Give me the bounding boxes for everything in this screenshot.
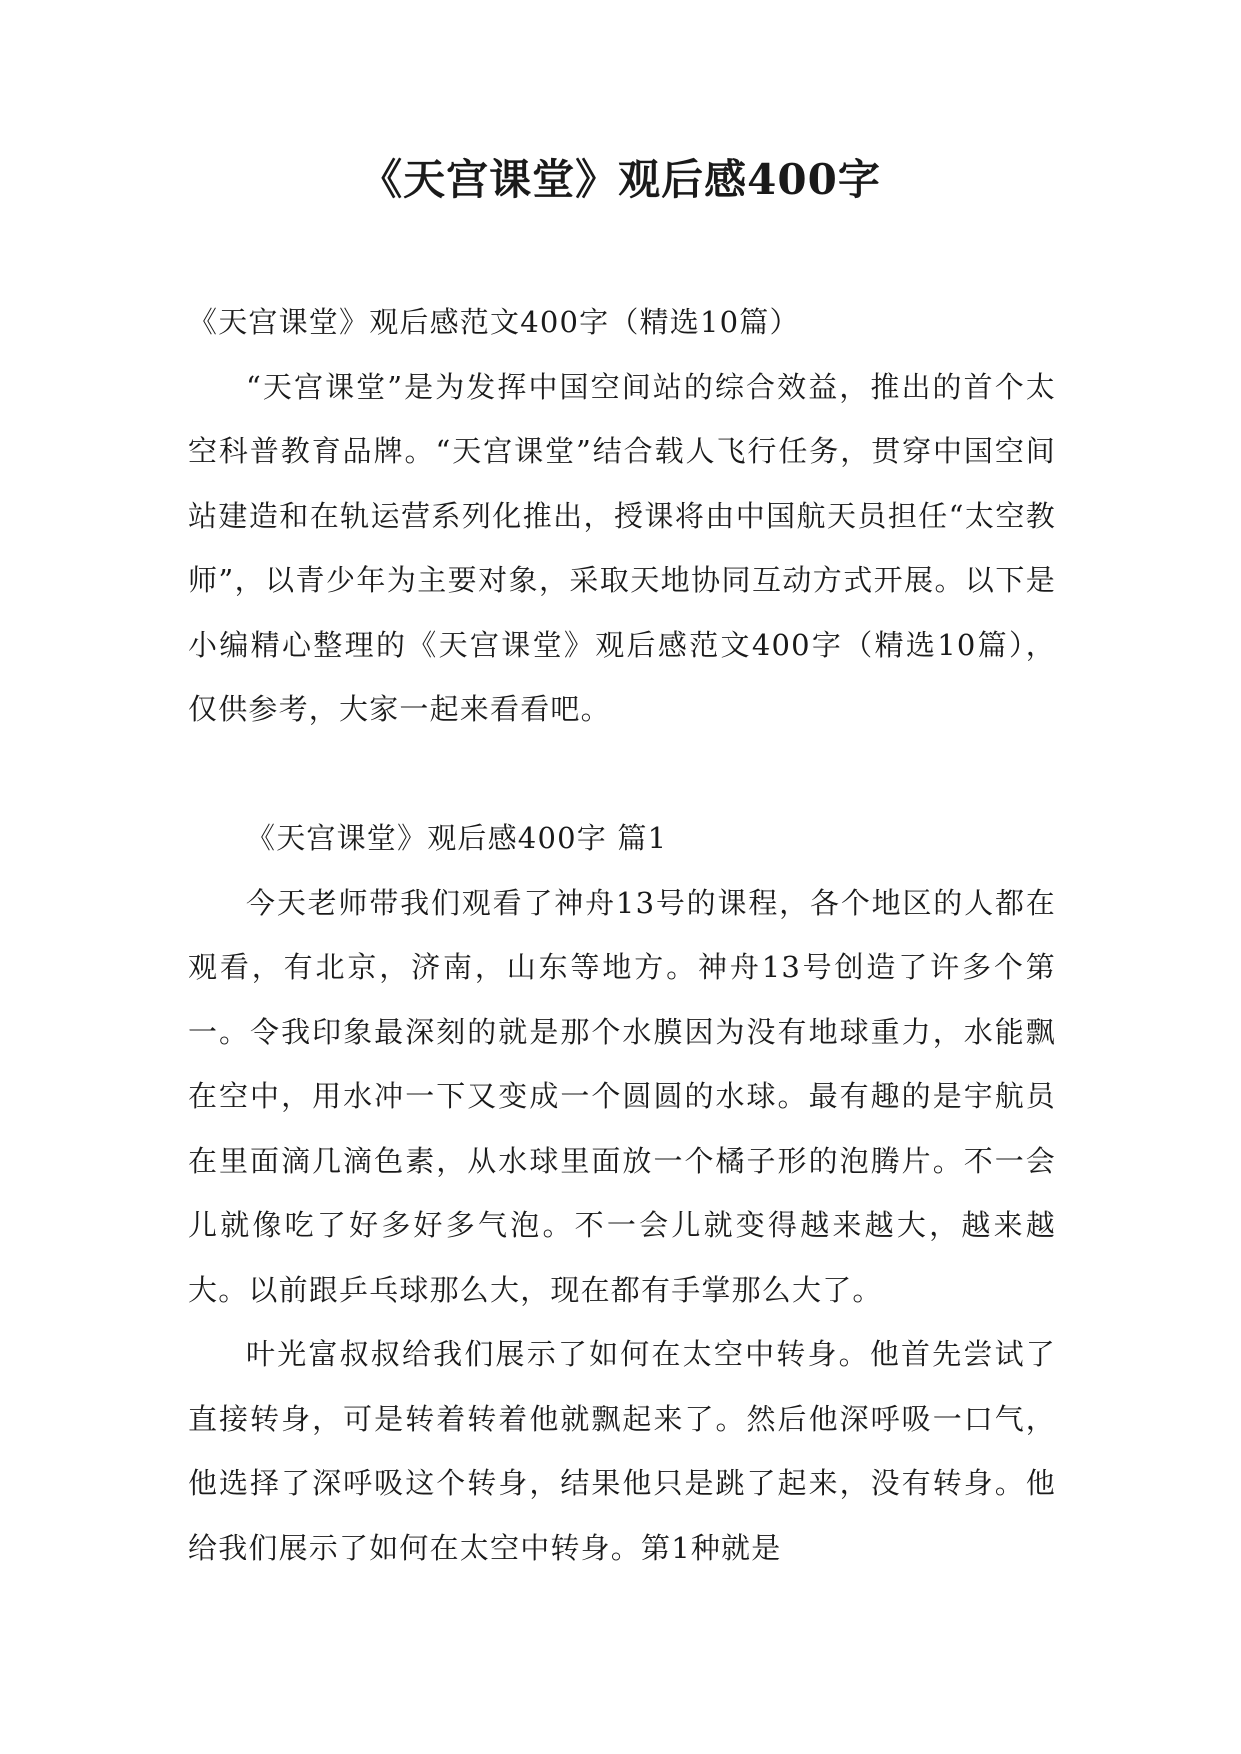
section-spacer <box>188 742 1056 807</box>
intro-paragraph: “天宫课堂”是为发挥中国空间站的综合效益，推出的首个太空科普教育品牌。“天宫课堂”结合载人飞行任务，贯穿中国空间站建造和在轨运营系列化推出，授课将由中国航天员担任“太空教师”，以青少年为主要对象，采取天地协同互动方式开展。以下是小编精心整理的《天宫课堂》观后感范文400字（精选10篇），仅供参考，大家一起来看看吧。 <box>188 369 1056 726</box>
document-title: 《天宫课堂》观后感400字 <box>360 155 881 204</box>
section-heading: 《天宫课堂》观后感400字 篇1 <box>246 821 668 855</box>
body-paragraph: 叶光富叔叔给我们展示了如何在太空中转身。他首先尝试了直接转身，可是转着转着他就飘起来了。然后他深呼吸一口气，他选择了深呼吸这个转身，结果他只是跳了起来，没有转身。他给我们展示了如何在太空中转身。第1种就是 <box>188 1337 1056 1565</box>
document-subtitle: 《天宫课堂》观后感范文400字（精选10篇） <box>188 305 800 339</box>
body-paragraph: 今天老师带我们观看了神舟13号的课程，各个地区的人都在观看，有北京，济南，山东等地方。神舟13号创造了许多个第一。令我印象最深刻的就是那个水膜因为没有地球重力，水能飘在空中，用水冲一下又变成一个圆圆的水球。最有趣的是宇航员在里面滴几滴色素，从水球里面放一个橘子形的泡腾片。不一会儿就像吃了好多好多气泡。不一会儿就变得越来越大，越来越大。以前跟乒乓球那么大，现在都有手掌那么大了。 <box>188 885 1056 1307</box>
document-body <box>188 290 1056 1580</box>
